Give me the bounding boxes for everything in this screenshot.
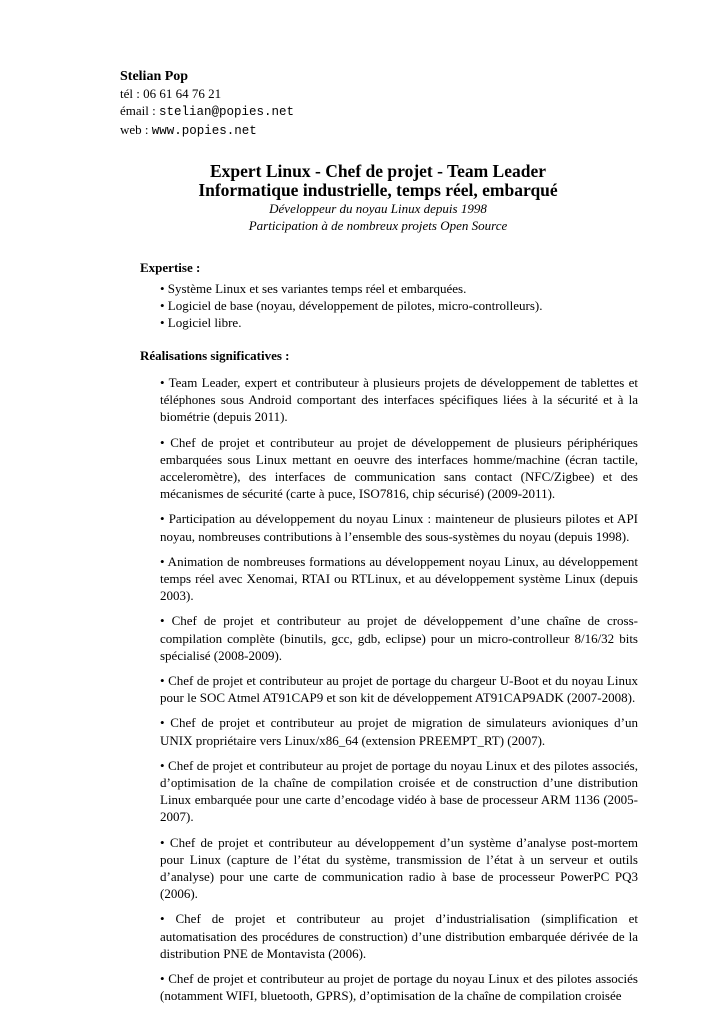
web-label: web :	[120, 122, 152, 137]
expertise-heading: Expertise :	[140, 260, 201, 275]
list-item: • Participation au développement du noyau Linux : mainteneur de plusieurs pilotes et API noyau, nombreuses contributions à l’ensemble des sous-systèmes du noyau (depuis 1998).	[160, 511, 638, 544]
contact-header	[120, 68, 294, 140]
main-subtitle: Informatique industrielle, temps réel, embarqué	[198, 180, 558, 200]
email-line	[120, 102, 294, 121]
web-address[interactable]: www.popies.net	[151, 124, 257, 138]
email-label: émail :	[120, 103, 159, 118]
list-item: • Chef de projet et contributeur au projet de migration de simulateurs avioniques d’un UNIX propriétaire vers Linux/x86_64 (extension PREEMPT_RT) (2007).	[160, 715, 638, 748]
list-item: • Logiciel libre.	[160, 315, 242, 331]
list-item: • Chef de projet et contributeur au projet de portage du chargeur U-Boot et du noyau Linux pour le SOC Atmel AT91CAP9 et son kit de développement AT91CAP9ADK (2007-2008).	[160, 673, 638, 706]
list-item: • Animation de nombreuses formations au développement noyau Linux, au développement temps réel avec Xenomai, RTAI ou RTLinux, et au développement système Linux (depuis 2003).	[160, 553, 638, 604]
list-item: • Logiciel de base (noyau, développement de pilotes, micro-controlleurs).	[160, 298, 543, 314]
list-item: • Chef de projet et contributeur au projet de développement d’une chaîne de cross-compilation complète (binutils, gcc, gdb, eclipse) pour un micro-controlleur 8/16/32 bits spécialisé (2008-2009).	[160, 613, 638, 663]
list-item: • Team Leader, expert et contributeur à plusieurs projets de développement de tablettes et téléphones sous Android comportant des interfaces spécifiques liées à la sécurité et à la biométrie (depuis 2011).	[160, 375, 638, 425]
achievements-heading: Réalisations significatives :	[140, 348, 290, 363]
email-address[interactable]: stelian@popies.net	[159, 105, 295, 119]
main-title: Expert Linux - Chef de projet - Team Leader	[209, 161, 547, 181]
title-block	[120, 162, 636, 234]
italic-tagline-1: Développeur du noyau Linux depuis 1998	[269, 201, 487, 216]
expertise-list	[160, 280, 543, 332]
web-line	[120, 121, 294, 140]
phone-label: tél :	[120, 86, 144, 101]
list-item: • Chef de projet et contributeur au projet de portage du noyau Linux et des pilotes associés (notamment WIFI, bluetooth, GPRS), d’optimisation de la chaîne de compilation croisée	[160, 971, 638, 1004]
list-item: • Chef de projet et contributeur au développement d’un système d’analyse post-mortem pour Linux (capture de l’état du système, transmission de l’état à un serveur et outils d’analyse) pour une carte de communication radio à base de processeur PowerPC PQ3 (2006).	[160, 834, 638, 902]
list-item: • Système Linux et ses variantes temps réel et embarquées.	[160, 281, 467, 296]
list-item: • Chef de projet et contributeur au projet de développement de plusieurs périphériques embarquées sous Linux mettant en oeuvre des interfaces homme/machine (écran tactile, acceleromètre), des interfaces de communication sans contact (NFC/Zigbee) et des mécanismes de sécurité (carte à puce, ISO7816, chip sécurisé) (2009-2011).	[160, 434, 638, 502]
list-item: • Chef de projet et contributeur au projet de portage du noyau Linux et des pilotes associés, d’optimisation de la chaîne de compilation croisée et de construction d’une distribution Linux embarquée pour une carte d’encodage vidéo à base de processeur ARM 1136 (2005-2007).	[160, 757, 638, 825]
achievements-list	[160, 374, 638, 1013]
author-name: Stelian Pop	[120, 69, 189, 84]
phone-number: 06 61 64 76 21	[143, 86, 222, 101]
italic-tagline-2: Participation à de nombreux projets Open Source	[248, 218, 508, 233]
phone-line	[120, 85, 294, 102]
list-item: • Chef de projet et contributeur au projet d’industrialisation (simplification et automatisation des procédures de construction) d’une distribution embarquée dérivée de la distribution PNE de Montavista (2006).	[160, 911, 638, 961]
